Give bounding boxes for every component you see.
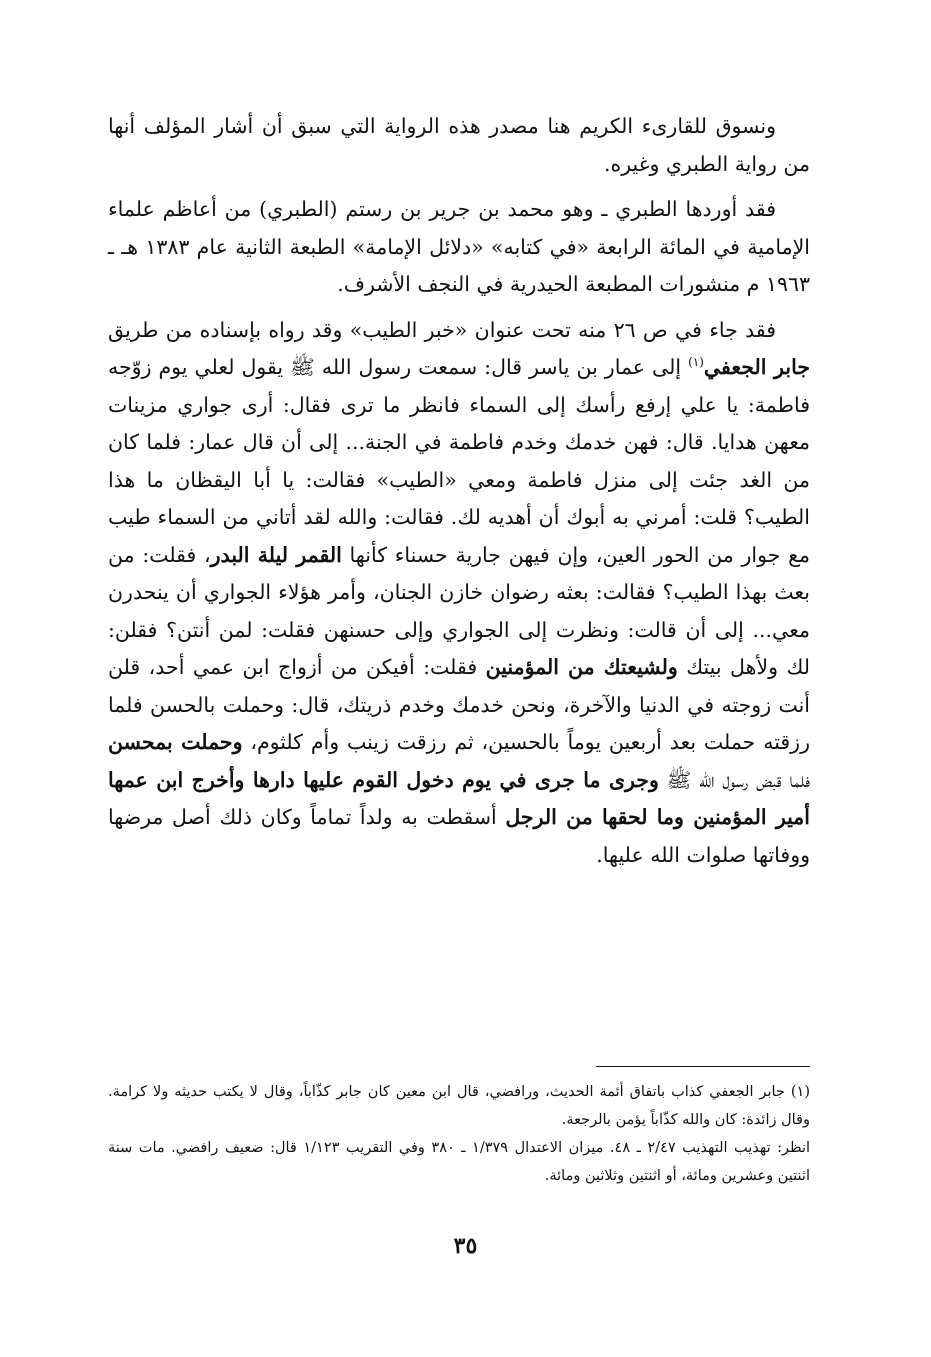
narration-text: فقلت: أفيكن من أزواج ابن عمي أحد، قلن أنت زوجته في الدنيا والآخرة، ونحن خدمك وخدم ذريتك، قال: وحملت بالحسن فلما رزقته حملت بعد أربعين يوماً بالحسين، ثم رزقت زينب وأم كلثوم، <box>108 655 810 754</box>
narration-text: إلى عمار بن ياسر قال: سمعت رسول الله ﷺ يقول لعلي يوم زوّجه فاطمة: يا علي إرفع رأسك إلى السماء فانظر ما ترى فقال: أرى جواري مزينات معهن هدايا. قال: فهن خدمك وخدم فاطمة في الجنة... إلى أن قال عمار: فلما كان من الغد جئت إلى منزل فاطمة ومعي «الطيب» فقالت: يا أبا اليقظان ما هذا الطيب؟ قلت: أمرني به أبوك أن أهديه لك. فقالت: والله لقد أتاني من السماء طيب مع جوار من الحور العين، وإن فيهن جارية حسناء كأنها <box>108 355 810 567</box>
footnote-1: (١) جابر الجعفي كذاب باتفاق أئمة الحديث، ورافضي، قال ابن معين كان جابر كذّاباً، وقال لا يكتب حديثه ولا كرامة. وقال زائدة: كان والله كذّاباً يؤمن بالرجعة. <box>108 1084 810 1128</box>
bold-phrase: القمر ليلة البدر <box>210 542 342 567</box>
paragraph-narration <box>108 312 810 875</box>
narration-text: فلما قبض رسول الله ﷺ <box>658 767 810 792</box>
bold-phrase: وجرى ما جرى في يوم دخول القوم عليها دارها وأخرج ابن عمها أمير المؤمنين وما لحقها من الرجل <box>108 767 810 829</box>
footnote-divider <box>596 1066 810 1067</box>
footnote-1-reference: انظر: تهذيب التهذيب ٢/٤٧ ـ ٤٨. ميزان الاعتدال ١/٣٧٩ ـ ٣٨٠ وفي التقريب ١/١٢٣ قال: ضعيف رافضي. مات سنة اثنتين وعشرين ومائة، أو اثنتين وثلاثين ومائة. <box>108 1140 811 1184</box>
narration-text: فقد جاء في ص ٢٦ منه تحت عنوان «خبر الطيب» وقد رواه بإسناده من طريق <box>108 317 776 342</box>
narration-text: ، فقلت: من بعث بهذا الطيب؟ فقالت: بعثه رضوان خازن الجنان، وأمر هؤلاء الجواري أن ينحدرن معي... إلى أن قالت: ونظرت إلى الجواري وإلى حسنهن فقلت: لمن أنتن؟ فقلن: لك ولأهل بيتك <box>108 542 810 679</box>
bold-phrase: وحملت بمحسن <box>108 730 243 754</box>
narration-text: أسقطت به ولداً تماماً وكان ذلك أصل مرضها ووفاتها صلوات الله عليها. <box>108 805 810 867</box>
page-number: ٣٥ <box>453 1233 478 1259</box>
bold-phrase: ولشيعتك من المؤمنين <box>485 655 678 679</box>
footnote-ref: (١) <box>688 355 704 370</box>
narrator-name: جابر الجعفي <box>703 355 810 379</box>
paragraph-intro: ونسوق للقارىء الكريم هنا مصدر هذه الرواية التي سبق أن أشار المؤلف أنها من رواية الطبري وغيره. <box>108 114 810 176</box>
main-text <box>108 108 810 874</box>
paragraph-source: فقد أوردها الطبري ـ وهو محمد بن جرير بن رستم (الطبري) من أعاظم علماء الإمامية في المائة الرابعة «في كتابه» «دلائل الإمامة» الطبعة الثانية عام ١٣٨٣ هـ ـ ١٩٦٣ م منشورات المطبعة الحيدرية في النجف الأشرف. <box>108 197 810 296</box>
footnotes <box>108 1078 810 1190</box>
